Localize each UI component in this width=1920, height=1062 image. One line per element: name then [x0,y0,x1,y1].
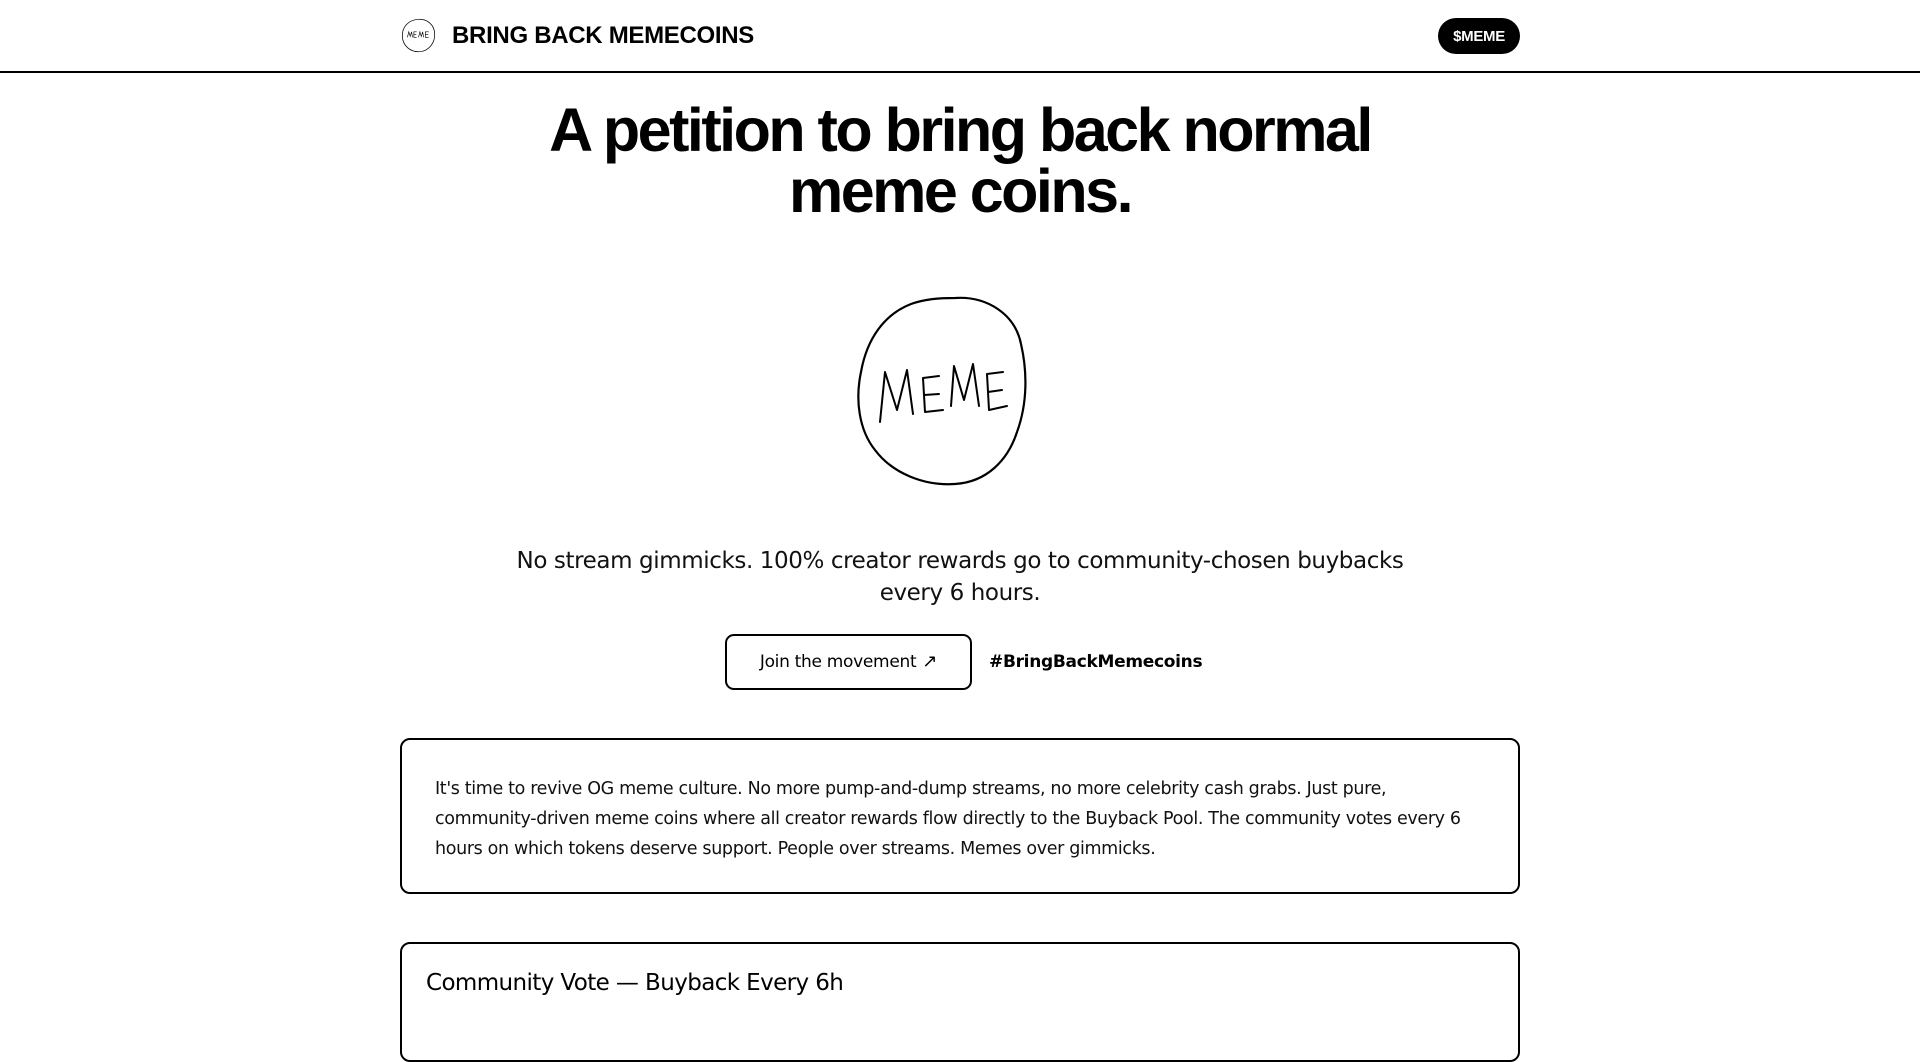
brand-name: BRING BACK MEMECOINS [452,21,755,49]
join-movement-label: Join the movement [759,652,917,672]
community-vote-card [400,942,1520,1062]
site-header [0,0,1920,73]
join-movement-button[interactable] [725,634,972,690]
hero-subtitle: No stream gimmicks. 100% creator rewards go to community-chosen buybacks every 6 hours. [516,548,1404,606]
hero-title: A petition to bring back normal meme coins. [549,96,1371,225]
brand-home-link[interactable] [400,17,754,54]
meme-ticker-button[interactable]: $MEME [1438,18,1520,54]
meme-coin-illustration [855,292,1065,490]
arrow-up-right-icon: ↗ [922,651,938,672]
community-vote-title: Community Vote — Buyback Every 6h [426,970,844,996]
meme-coin-logo-icon [400,17,437,54]
manifesto-card [400,738,1520,894]
manifesto-text: It's time to revive OG meme culture. No more pump-and-dump streams, no more celebrity cash grabs. Just pure, community-driven meme coins where all creator rewards flow directly to the Buyback Pool. The community votes every 6 hours on which tokens deserve support. People over streams. Memes over gimmicks. [435,779,1461,859]
meme-logo-text: MEME [855,292,858,293]
cta-row [725,634,1202,690]
hashtag-label: #BringBackMemecoins [989,652,1203,672]
